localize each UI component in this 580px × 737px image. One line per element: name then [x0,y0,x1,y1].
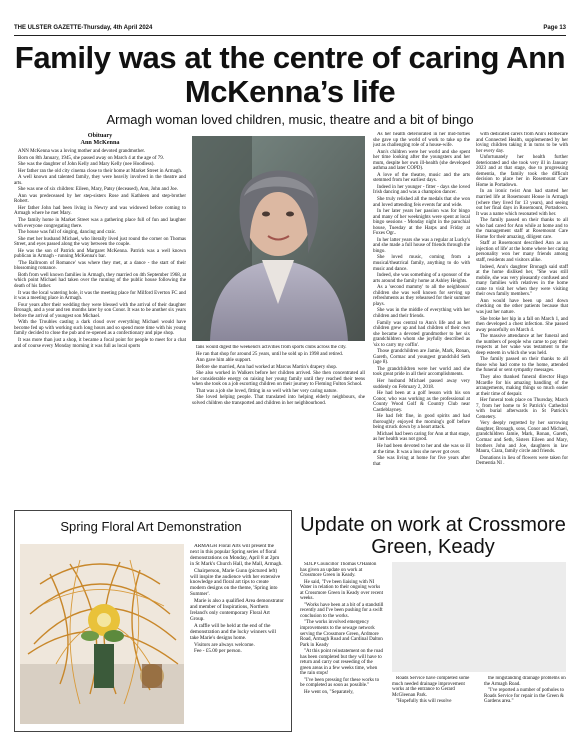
obit-col-4-text [476,132,568,467]
paragraph: Both from well known families in Armagh, they married on 4th September 1968, at which point Michael had taken over the running of the public house following the death of his father. [14,272,186,290]
paragraph: Roads Service have completed some much needed drainage improvement works at the entrance to Gerard McGleenan Park. [392,676,470,698]
paragraph: Ann would have been up and down checking on the other patients because that was just her nature. [476,298,568,315]
keady-col-2 [392,676,476,728]
paragraph: She loved helping people. That translated into helping elderly neighbours, she solved children she transported and children in her neighbourhood. [192,395,365,406]
paragraph: Before she married, Ann had worked at Marcus Martin's drapery shop. [196,364,338,370]
paragraph: Her father John had been living in Newry and was widowed before coming to Armagh where he met Mary. [14,205,186,217]
paragraph: "At this point reinstatement on the road has been completed but they will have to return and carry out reseeding of the green areas in a few weeks time, when the rain stops! [300,649,383,677]
obit-col-4 [476,132,568,508]
paragraph: Indeed in her younger - fitter - days she loved Irish dancing and was a champion dancer. [373,184,470,196]
paragraph: She met her husband Michael, who literally lived just round the corner on Thomas Street, and eyes passed along the way between the couple. [14,236,186,248]
page-number: Page 13 [543,25,566,31]
paragraph: Fee - £5.00 per person. [194,648,242,655]
obit-label: Obituary [87,132,113,139]
paragraph: Visitors are always welcome. [194,641,255,648]
paragraph: He ran that shop for around 25 years, until he sold up in 1998 and retired. [196,351,344,357]
headline: Family was at the centre of caring Ann McKenna’s life [14,40,566,109]
paragraph: A love of the theatre, music and the arts stemmed from her earliest days. [373,172,470,184]
standfirst: Armagh woman loved children, music, theatre and a bit of bingo [106,112,474,127]
paragraph: The grandchildren were her world and she took great pride in all their accomplishments. [373,366,470,378]
paragraph: He had been devoted to her and she was so ill at the time. It was a loss she never got over. [373,443,470,455]
paragraph: ANN McKenna was a loving mother and devoted grandmother. [18,149,146,154]
paragraph: The family passed on their thanks to all those who had come to the home, attended the funeral or sent sympathy messages. [476,357,568,374]
paragraph: Very deeply regretted by her sorrowing daughter, Bronagh, sons, Conor and Michael, grandchildren Jamie, Mark, Ronan, Gareth, Cormac and Seth, Sisters Eileen and Mary, brothers John and Joe, daughters in law Maura, Ciara, family circle and friends. [476,421,568,455]
paragraph: She was in the middle of everything with her children and their friends. [373,308,470,319]
paragraph: In her latter years she was a regular at Lucky's and she made a full house of friends through the bingo. [373,237,470,254]
paragraph: Unfortunately her health further deteriorated and she took very ill in January 2023 and at that stage, due to progressing dementia, the family took the difficult decision to place her in Rosemount Care Home in Portadown. [476,155,568,188]
obit-col-1-text [14,149,186,349]
paragraph: He went on, "Separately, [304,690,354,696]
keady-col-3 [484,676,566,728]
page-header [14,25,566,35]
paragraph: A well known and talented family, they were heavily involved in the theatre and arts. [14,175,186,186]
paragraph: It was the local watering hole, it was the meeting place for Milford Everton FC and it was a meeting place in Armagh. [14,290,186,302]
obit-col-2-text [192,345,365,406]
obit-col-3-text [373,132,470,467]
paragraph: She also worked in Walkers before her children arrived. She then concentrated all her considerable energy on raising her young family until they reached their teens when she took on a job escorting children on their journey to Fleming Fulton School. [192,371,365,388]
paragraph: He had felt fine, in good spirits and had thoroughly enjoyed the morning's golf before being struck down by a heart attack. [373,414,470,431]
paragraph: In an ironic twist Ann had started her married life at Rosemount House in Armagh (where they lived for 13 years), and seeing out her final days in Rosemount, Portadown. It was a name which resonated with her. [476,189,568,217]
paragraph: Ann was predeceased by her step-sisters Rose and Kathleen and step-brother Robert. [14,193,186,205]
ann-mckenna-photo [192,136,365,341]
obit-col-1 [14,132,186,508]
paragraph: SDLP Councillor Thomas O'Hanlon has given an update on work at Crossmore Green in Keady. [300,562,377,579]
paragraph: She was living at home for five years after that [373,456,470,467]
paragraph: fans would digest the weekend's activities from sports clubs across the city. [196,345,347,350]
paragraph: Those grandchildren are Jamie, Mark, Ronan, Gareth, Cormac and youngest grandchild Seth (age 8). [373,349,470,366]
paragraph: Ann's children were her world and she spent her time looking after the youngsters and her mum, despite her own ill-health (she developed asthma and later COPD). [373,149,470,172]
paragraph: He was the son of Patrick and Margaret McKenna. Patrick was a well known publican in Armagh - running McKenna's bar. [14,248,186,260]
paragraph: She was the daughter of John Kelly and Mary Kelly (nee Hoodless). [18,162,155,168]
paragraph: Indeed, she was something of a sponsor of the arts around the family home at Ashley Heights. [373,273,470,284]
paper-name-date: THE ULSTER GAZETTE-Thursday, 4th April 2024 [14,25,153,31]
paragraph: Family was central to Ann's life and as her children grew up and had children of their own she became a devoted grandmother to her six grandchildren whom she joyfully described as 'six to carry my coffin'. [373,320,470,348]
portrait-image [192,136,365,341]
paragraph: Donations in lieu of flowers were taken for Dementia NI . [476,455,568,467]
paragraph: As her health deteriorated in her mid-forties she gave up the world of work to take up the just as challenging role of a house-wife. [373,132,470,149]
floral-art-text [190,544,284,726]
obit-col-2 [192,345,365,508]
obit-heading [14,132,186,146]
paragraph: Staff at Rosemount described Ann as an injection of life' at the home where her caring personality won her many friends among staff, residents and visitors alike. [476,241,568,264]
paragraph: "Hopefully this will resolve [396,699,452,705]
paragraph: "The works involved emergency improvements to the sewage network serving the Crossmore Green, Ardmore Road, Armagh Road and Cardinal Dalton Park in Keady [300,620,383,648]
paragraph: Her funeral took place on Thursday, March 7, from her home to St Patrick's Cathedral with burial afterwards in St Patrick's Cemetery. [476,398,568,420]
paragraph: The family passed on their thanks to all who had cared for Ann while at home and to the management staff at Rosemount Care Home for their amazing, diligent care. [476,218,568,240]
paragraph: With the Troubles casting a dark cloud over everything Michael would have become fed up with working such long hours and so spend more time with his young family decided to close the pub and re-opened as a confectionary and pipe shop. [14,320,186,337]
paragraph: In her later years her passion was for bingo and many of her weeknights were spent at local bingo sessions - Monday night in the parochial house, Tuesday at the Harps and Friday at Foxes Ogr.. [373,209,470,237]
paragraph: Born on 8th January, 1945, she passed away on March 4 at the age of 79. [18,155,165,161]
floral-arrangement-image [20,544,184,724]
paragraph: the longstanding drainage problems on the Armagh Road. [484,676,566,687]
paragraph: They also thanked funeral director Hugo Mcardle for his amazing handling of the arrangements, making things so much easier at their time of despair. [476,374,568,397]
obit-name: Ann McKenna [80,139,120,146]
paragraph: 'The Ballroom of Romance' was where they met, at a dance - the start of their blossoming romance. [14,260,186,272]
paragraph: She loved music, coming from a musical/theatrical family, anything to do with music and dance. [373,255,470,272]
paragraph: She broke her hip in a fall on March 1, and then developed a chest infection. She passed away peacefully on March 4. [476,316,568,333]
paragraph: Her father ran the old city cinema close to their home at Market Street in Armagh. [18,168,183,174]
paragraph: "I've reported a number of potholes to Roads Service for repair in the Green & Gardens area." [484,688,564,705]
paragraph: with dedicated carers from Ann's Homecare and Connected Health, supplemented by her loving children taking it in turns to be with her every day. [476,132,568,154]
paragraph: The family home in Market Street was a gathering place full of fun and laughter with everyone congregating there. [14,218,186,229]
floral-art-title: Spring Floral Art Demonstration [60,519,242,534]
paragraph: That was a job she loved, fitting in so well with her very caring nature. [196,388,338,394]
paragraph: He said, "I've been liaising with NI Water in relation to their ongoing works at Crossmore Green in Keady over recent weeks. [300,579,384,602]
paragraph: It was more than just a shop, it became a focal point for people to meet for a chat and of course every Monday morning it was full as local sports [14,337,186,349]
floral-art-photo [20,544,184,724]
keady-headline: Update on work at Crossmore Green, Keady [300,514,566,558]
obit-col-3 [373,132,470,508]
paragraph: Marie is also a qualified Area demonstrator and member of Inspirations, Northern Ireland's only contemporary Floral Art Group. [190,598,284,622]
paragraph: Her husband Michael passed away very suddenly on February 2, 2018. [373,378,470,390]
paragraph: Four years after their wedding they were blessed with the arrival of their daughter Bronagh, and a year and ten months later by son Conor. It was to be another six years before the arrival of youngest son Michael. [14,302,186,319]
floral-art-paras [190,544,284,655]
keady-col-1-text [300,562,384,696]
keady-col-3-text [484,676,566,705]
paragraph: "I've been pressing for these works to be completed as soon as possible." [300,677,380,689]
paragraph: The massive attendance at her funeral and the numbers of people who came to pay their respects at her wake was testament to the deep esteem in which she was held. [476,334,568,356]
header-rule [14,35,566,36]
paragraph: ARMAGH Floral Arts will present the next in this popular Spring series of floral demonstrations on Monday, April 8 at 2pm in St Mark's Church Hall, the Mall, Armagh. [190,544,283,567]
paragraph: Ann gave him able support. [196,358,252,364]
paragraph: She truly relished all the medals that she won and loved attending feis events far and wide. [373,197,470,208]
paragraph: A raffle will be held at the end of the demonstration and the lucky winners will take Marie's designs home. [190,622,277,641]
paragraph: As a 'second mammy' to all the neighbours' children she was well known for serving up refreshments as they rehearsed for their summer plays. [373,285,470,307]
keady-col-1 [300,562,384,728]
keady-col-2-text [392,676,476,705]
paragraph: The house was full of singing, dancing and craic. [18,230,117,236]
paragraph: She was one of six children: Eileen, Mary, Patsy (deceased), Ann, John and Joe. [18,187,178,193]
paragraph: Indeed, Ann's daughter Bronagh said staff at the home disliked her, "She was still mobile, she was very pleasantly confused and many families with relatives in the home came to visit her when they were visiting their own family members." [476,264,568,298]
paragraph: Chairperson, Marie Gunn (pictured left) will inspire the audience with her extensive knowledge and floral art tips to create modern designs on the theme, 'Spring into Summer'. [190,567,281,598]
paragraph: He had been at a golf lesson with his son Conor, who was working as the professional at County Wood Golf & Country Club near Castleblayney. [373,391,470,413]
keady-photo-placeholder [392,562,566,672]
paragraph: "Works have been at a bit of a standstill recently and I've been pushing for a swift conclusion to the works. [300,602,384,619]
paragraph: Michael had been caring for Ann at that stage, as her health was not good. [373,431,470,443]
